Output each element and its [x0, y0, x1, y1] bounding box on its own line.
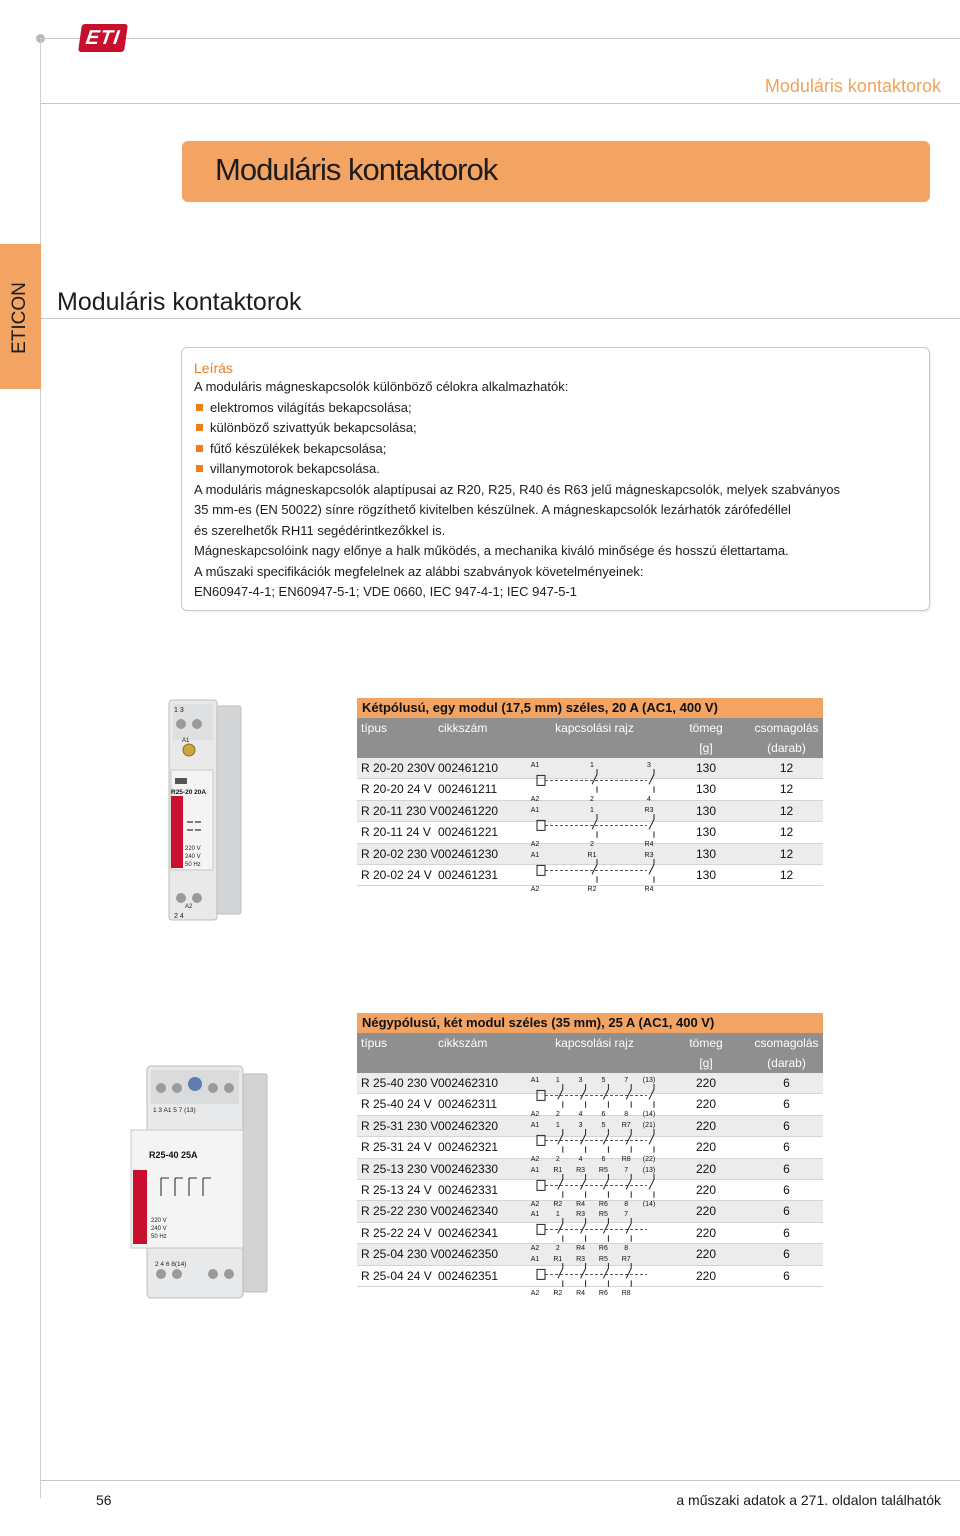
- bullet-square-icon: [196, 424, 203, 431]
- contact-symbol: [649, 1174, 654, 1198]
- cell-type: R 25-04 24 V: [361, 1268, 432, 1283]
- contact-symbol: [558, 1129, 563, 1153]
- cell-code: 002461231: [438, 867, 499, 882]
- product2-voltage-1: 220 V: [151, 1218, 167, 1224]
- side-tab-label: ETICON: [9, 282, 30, 354]
- coil-symbol: [537, 820, 545, 830]
- page-number: 56: [96, 1492, 112, 1508]
- contact-symbol: [603, 1218, 608, 1242]
- header-mass: tömeg: [689, 1036, 723, 1050]
- cell-type: R 25-22 24 V: [361, 1225, 432, 1240]
- chapter-banner-title: Moduláris kontaktorok: [215, 152, 498, 187]
- description-bullet: fűtő készülékek bekapcsolása;: [194, 439, 917, 460]
- diagram-terminal-label: R3: [576, 1256, 586, 1264]
- diagram-terminal-label: A1: [530, 1121, 540, 1129]
- table-header-row: [357, 718, 823, 738]
- diagram-terminal-label: 1: [555, 1121, 560, 1129]
- header-type: típus: [361, 721, 388, 735]
- cell-code: 002462341: [438, 1225, 499, 1240]
- diagram-terminal-label: 2: [590, 795, 594, 803]
- diagram-terminal-label: 8: [624, 1110, 629, 1118]
- diagram-terminal-label: A2: [530, 1289, 540, 1297]
- diagram-terminal-label: (14): [642, 1200, 656, 1208]
- cell-pack: 12: [779, 867, 794, 882]
- description-line: EN60947-4-1; EN60947-5-1; VDE 0660, IEC 947-4-1; IEC 947-5-1: [194, 584, 577, 599]
- contact-symbol: [581, 1129, 586, 1153]
- contact-symbol: [603, 1263, 608, 1287]
- cell-code: 002462331: [438, 1182, 499, 1197]
- cell-pack: 12: [779, 761, 794, 775]
- diagram-terminal-label: 2: [555, 1110, 560, 1118]
- diagram-terminal-label: A1: [530, 1211, 540, 1219]
- cell-pack: 6: [783, 1225, 790, 1240]
- product2-voltage-3: 50 Hz: [151, 1234, 167, 1240]
- contact-symbol: [558, 1263, 563, 1287]
- diagram-terminal-label: R5: [598, 1256, 608, 1264]
- contactor-r20-photo: [155, 698, 255, 928]
- contact-symbol: [592, 769, 597, 793]
- description-bullet: különböző szivattyúk bekapcsolása;: [194, 418, 917, 439]
- contact-symbol: [649, 814, 654, 838]
- cell-type: R 20-11 230 V: [361, 803, 438, 818]
- diagram-terminal-label: A2: [530, 1155, 540, 1163]
- diagram-terminal-label: 4: [578, 1110, 583, 1118]
- cell-pack: 6: [783, 1118, 790, 1133]
- cell-mass: 130: [695, 761, 717, 775]
- description-line: Mágneskapcsolóink nagy előnye a halk működés, a mechanika kiváló minősége és hosszú élettartama.: [194, 543, 789, 558]
- section-title: Moduláris kontaktorok: [57, 288, 302, 316]
- cell-type: R 25-31 24 V: [361, 1140, 432, 1155]
- diagram-terminal-label: 4: [647, 795, 651, 803]
- cell-mass: 220: [695, 1076, 717, 1090]
- cell-type: R 25-31 230 V: [361, 1118, 439, 1133]
- product2-terminals-top: 1 3 A1 5 7 (13): [153, 1107, 196, 1114]
- diagram-terminal-label: A1: [530, 1077, 540, 1084]
- wiring-diagram: [529, 1118, 659, 1163]
- diagram-terminal-label: 7: [624, 1077, 629, 1084]
- cell-mass: 220: [695, 1140, 717, 1155]
- cell-pack: 6: [783, 1140, 790, 1155]
- cell-type: R 25-22 230 V: [361, 1204, 439, 1219]
- description-line: A moduláris mágneskapcsolók alaptípusai az R20, R25, R40 és R63 jelű mágneskapcsolók, melyek szabványos: [194, 481, 841, 497]
- description-intro: A moduláris mágneskapcsolók különböző célokra alkalmazhatók:: [194, 379, 569, 394]
- cell-mass: 130: [695, 782, 717, 797]
- diagram-terminal-label: R5: [598, 1166, 608, 1174]
- contact-symbol: [592, 814, 597, 838]
- cell-code: 002461220: [438, 803, 499, 818]
- cell-code: 002462311: [438, 1097, 498, 1112]
- diagram-terminal-label: 6: [601, 1110, 606, 1118]
- header-type: típus: [361, 1036, 388, 1050]
- wiring-diagram: [529, 848, 659, 893]
- diagram-terminal-label: (13): [642, 1077, 656, 1084]
- table-body: [357, 1073, 823, 1297]
- diagram-terminal-label: 2: [555, 1245, 560, 1253]
- diagram-terminal-label: R6: [598, 1200, 608, 1208]
- cell-code: 002462340: [438, 1204, 499, 1219]
- chapter-banner: [182, 141, 930, 202]
- cell-code: 002461210: [438, 761, 499, 775]
- coil-symbol: [537, 1180, 545, 1190]
- diagram-terminal-label: R4: [576, 1289, 586, 1297]
- cell-code: 002461221: [438, 825, 499, 840]
- contact-symbol: [581, 1084, 586, 1108]
- cell-type: R 20-02 24 V: [361, 867, 432, 882]
- coil-symbol: [537, 775, 545, 785]
- diagram-terminal-label: A1: [530, 806, 540, 814]
- cell-code: 002462310: [438, 1076, 499, 1090]
- cell-type: R 25-13 230 V: [361, 1161, 439, 1176]
- diagram-terminal-label: R5: [598, 1211, 608, 1219]
- contact-symbol: [603, 1129, 608, 1153]
- product1-voltage-2: 240 V: [185, 854, 201, 860]
- cell-pack: 12: [779, 803, 794, 818]
- product1-a1-label: A1: [182, 738, 190, 744]
- diagram-terminal-label: R1: [553, 1256, 563, 1264]
- diagram-terminal-label: (14): [642, 1110, 656, 1118]
- product1-terminals-bottom: 2 4: [174, 913, 184, 920]
- wiring-diagram: [529, 1252, 659, 1297]
- coil-symbol: [537, 1135, 545, 1145]
- cell-type: R 20-20 24 V: [361, 782, 432, 797]
- diagram-terminal-label: R7: [621, 1256, 631, 1264]
- cell-mass: 220: [695, 1204, 717, 1219]
- cell-type: R 25-40 24 V: [361, 1097, 432, 1112]
- cell-pack: 6: [783, 1076, 790, 1090]
- description-heading: Leírás: [194, 360, 233, 376]
- product1-a2-label: A2: [185, 904, 193, 910]
- diagram-terminal-label: R6: [598, 1289, 608, 1297]
- cell-mass: 130: [695, 867, 717, 882]
- diagram-terminal-label: A2: [530, 1245, 540, 1253]
- diagram-terminal-label: 6: [601, 1155, 606, 1163]
- cell-mass: 220: [695, 1225, 717, 1240]
- diagram-terminal-label: 4: [578, 1155, 583, 1163]
- diagram-terminal-label: 8: [624, 1200, 629, 1208]
- coil-symbol: [537, 865, 545, 875]
- cell-pack: 6: [783, 1182, 790, 1197]
- table-caption: Kétpólusú, egy modul (17,5 mm) széles, 20 A (AC1, 400 V): [357, 698, 823, 718]
- header-diagram: kapcsolási rajz: [555, 1036, 634, 1050]
- contact-symbol: [558, 1218, 563, 1242]
- diagram-terminal-label: R3: [644, 806, 654, 814]
- cell-type: R 25-13 24 V: [361, 1182, 432, 1197]
- cell-mass: 220: [695, 1118, 717, 1133]
- header-pack: csomagolás: [754, 721, 819, 735]
- contact-symbol: [603, 1174, 608, 1198]
- cell-pack: 6: [783, 1247, 790, 1262]
- cell-pack: 6: [783, 1204, 790, 1219]
- cell-mass: 220: [695, 1247, 717, 1262]
- diagram-terminal-label: 7: [624, 1211, 629, 1219]
- header-diagram: kapcsolási rajz: [555, 721, 634, 735]
- cell-mass: 220: [695, 1097, 717, 1112]
- cell-code: 002462330: [438, 1161, 499, 1176]
- bullet-square-icon: [196, 445, 203, 452]
- contact-symbol: [626, 1218, 631, 1242]
- header-mass: tömeg: [689, 721, 723, 735]
- diagram-terminal-label: A1: [530, 762, 540, 769]
- bullet-square-icon: [196, 465, 203, 472]
- diagram-terminal-label: R3: [576, 1211, 586, 1219]
- diagram-terminal-label: R1: [553, 1166, 563, 1174]
- table-caption: Négypólusú, két modul széles (35 mm), 25 A (AC1, 400 V): [357, 1013, 823, 1033]
- contact-symbol: [649, 769, 654, 793]
- diagram-terminal-label: 5: [601, 1077, 606, 1084]
- product2-voltage-2: 240 V: [151, 1226, 167, 1232]
- contact-symbol: [558, 1084, 563, 1108]
- description-box: [181, 347, 930, 611]
- diagram-terminal-label: 7: [624, 1166, 629, 1174]
- wiring-diagram: [529, 1163, 659, 1208]
- cell-mass: 130: [695, 825, 717, 840]
- header-code: cikkszám: [438, 721, 488, 735]
- header-pack: csomagolás: [754, 1036, 819, 1050]
- bullet-square-icon: [196, 404, 203, 411]
- cell-pack: 12: [779, 825, 794, 840]
- header-mass-unit: [g]: [699, 1056, 713, 1070]
- diagram-terminal-label: 3: [578, 1077, 583, 1084]
- description-line: A műszaki specifikációk megfelelnek az alábbi szabványok követelményeinek:: [194, 563, 644, 579]
- contact-symbol: [649, 1129, 654, 1153]
- wiring-diagram: [529, 1207, 659, 1252]
- cell-pack: 6: [783, 1268, 790, 1283]
- eti-logo: [80, 24, 126, 52]
- table-header-units-row: [357, 738, 823, 758]
- diagram-terminal-label: A2: [530, 795, 540, 803]
- diagram-terminal-label: (13): [642, 1166, 656, 1174]
- cell-mass: 220: [695, 1268, 717, 1283]
- diagram-terminal-label: R2: [553, 1200, 563, 1208]
- cell-mass: 130: [695, 846, 717, 861]
- footer-rule: [41, 1480, 960, 1481]
- contact-symbol: [603, 1084, 608, 1108]
- cell-type: R 25-40 230 V: [361, 1076, 439, 1090]
- cell-code: 002462321: [438, 1140, 499, 1155]
- cell-code: 002461230: [438, 846, 499, 861]
- diagram-terminal-label: R6: [598, 1245, 608, 1253]
- description-line: és szerelhetők RH11 segédérintkezőkkel is.: [194, 522, 446, 538]
- description-line: 35 mm-es (EN 50022) sínre rögzíthető kivitelben készülnek. A mágneskapcsolók lezárhatók zárófedéllel: [194, 502, 791, 517]
- cell-pack: 12: [779, 846, 794, 861]
- diagram-terminal-label: R7: [621, 1121, 631, 1129]
- diagram-terminal-label: R4: [644, 885, 654, 893]
- cell-type: R 20-20 230V: [361, 761, 436, 775]
- cell-code: 002462350: [438, 1247, 499, 1262]
- cell-pack: 12: [779, 782, 794, 797]
- footer-note: a műszaki adatok a 271. oldalon találhatók: [676, 1492, 941, 1508]
- contact-symbol: [592, 859, 597, 883]
- running-header-title: Moduláris kontaktorok: [764, 76, 941, 96]
- diagram-terminal-label: R4: [576, 1200, 586, 1208]
- diagram-terminal-label: A1: [530, 1256, 540, 1264]
- diagram-terminal-label: 8: [624, 1245, 629, 1253]
- cell-pack: 6: [783, 1097, 790, 1112]
- diagram-terminal-label: A2: [530, 885, 540, 893]
- product2-model-label: R25-40 25A: [149, 1150, 198, 1160]
- diagram-terminal-label: 2: [590, 840, 594, 848]
- section-rule: [41, 318, 960, 319]
- product1-model-label: R25-20 20A: [171, 789, 207, 796]
- diagram-terminal-label: A2: [530, 840, 540, 848]
- contact-symbol: [581, 1263, 586, 1287]
- cell-code: 002462351: [438, 1268, 499, 1283]
- product1-terminals-top: 1 3: [174, 707, 184, 714]
- diagram-terminal-label: R8: [621, 1155, 631, 1163]
- cell-type: R 25-04 230 V: [361, 1247, 439, 1262]
- contact-symbol: [649, 859, 654, 883]
- contact-symbol: [558, 1174, 563, 1198]
- header-pack-unit: (darab): [767, 741, 806, 755]
- wiring-diagram: [529, 803, 659, 848]
- diagram-terminal-label: R3: [644, 851, 654, 859]
- wiring-diagram: [529, 758, 659, 803]
- diagram-terminal-label: 3: [647, 762, 651, 769]
- header-code: cikkszám: [438, 1036, 488, 1050]
- diagram-terminal-label: (21): [642, 1121, 656, 1129]
- diagram-terminal-label: A1: [530, 851, 540, 859]
- product1-voltage-3: 50 Hz: [185, 862, 201, 868]
- diagram-terminal-label: A2: [530, 1110, 540, 1118]
- product1-voltage-1: 220 V: [185, 846, 201, 852]
- coil-symbol: [537, 1090, 545, 1100]
- diagram-terminal-label: R1: [587, 851, 597, 859]
- diagram-terminal-label: R8: [621, 1289, 631, 1297]
- description-bullet: elektromos világítás bekapcsolása;: [194, 398, 917, 419]
- header-pack-unit: (darab): [767, 1056, 806, 1070]
- coil-symbol: [537, 1270, 545, 1280]
- cell-type: R 20-02 230 V: [361, 846, 439, 861]
- contact-symbol: [626, 1129, 631, 1153]
- diagram-terminal-label: 2: [555, 1155, 560, 1163]
- diagram-terminal-label: R3: [576, 1166, 586, 1174]
- diagram-terminal-label: R4: [644, 840, 654, 848]
- contactor-r25-photo: [125, 1062, 275, 1302]
- table-header-units-row: [357, 1053, 823, 1073]
- diagram-terminal-label: A1: [530, 1166, 540, 1174]
- contact-symbol: [649, 1084, 654, 1108]
- diagram-terminal-label: R4: [576, 1245, 586, 1253]
- cell-mass: 220: [695, 1161, 717, 1176]
- table-four-pole: [357, 1013, 823, 1297]
- diagram-terminal-label: 3: [578, 1121, 583, 1129]
- cell-mass: 220: [695, 1182, 717, 1197]
- diagram-terminal-label: R2: [553, 1289, 563, 1297]
- table-body: [357, 758, 823, 893]
- contact-symbol: [581, 1218, 586, 1242]
- cell-code: 002462320: [438, 1118, 499, 1133]
- logo-text: ETI: [78, 24, 128, 52]
- diagram-terminal-label: 1: [590, 806, 594, 814]
- coil-symbol: [537, 1225, 545, 1235]
- header-mass-unit: [g]: [699, 741, 713, 755]
- diagram-terminal-label: 5: [601, 1121, 606, 1129]
- description-bullet: villanymotorok bekapcsolása.: [194, 459, 917, 480]
- contact-symbol: [626, 1263, 631, 1287]
- cell-mass: 130: [695, 803, 717, 818]
- contact-symbol: [626, 1174, 631, 1198]
- cell-type: R 20-11 24 V: [361, 825, 431, 840]
- diagram-terminal-label: 1: [555, 1211, 560, 1219]
- diagram-terminal-label: R2: [587, 885, 597, 893]
- diagram-terminal-label: (22): [642, 1155, 656, 1163]
- contact-symbol: [626, 1084, 631, 1108]
- diagram-terminal-label: A2: [530, 1200, 540, 1208]
- diagram-terminal-label: 1: [555, 1077, 560, 1084]
- side-tab: [0, 244, 41, 389]
- table-header-row: [357, 1033, 823, 1053]
- table-two-pole: [357, 698, 823, 893]
- cell-code: 002461211: [438, 782, 498, 797]
- header-line: [40, 38, 960, 39]
- cell-pack: 6: [783, 1161, 790, 1176]
- wiring-diagram: [529, 1073, 659, 1118]
- product2-terminals-bottom: 2 4 6 8(14): [155, 1261, 187, 1268]
- diagram-terminal-label: 1: [590, 762, 594, 769]
- contact-symbol: [581, 1174, 586, 1198]
- header-rule: [41, 103, 960, 104]
